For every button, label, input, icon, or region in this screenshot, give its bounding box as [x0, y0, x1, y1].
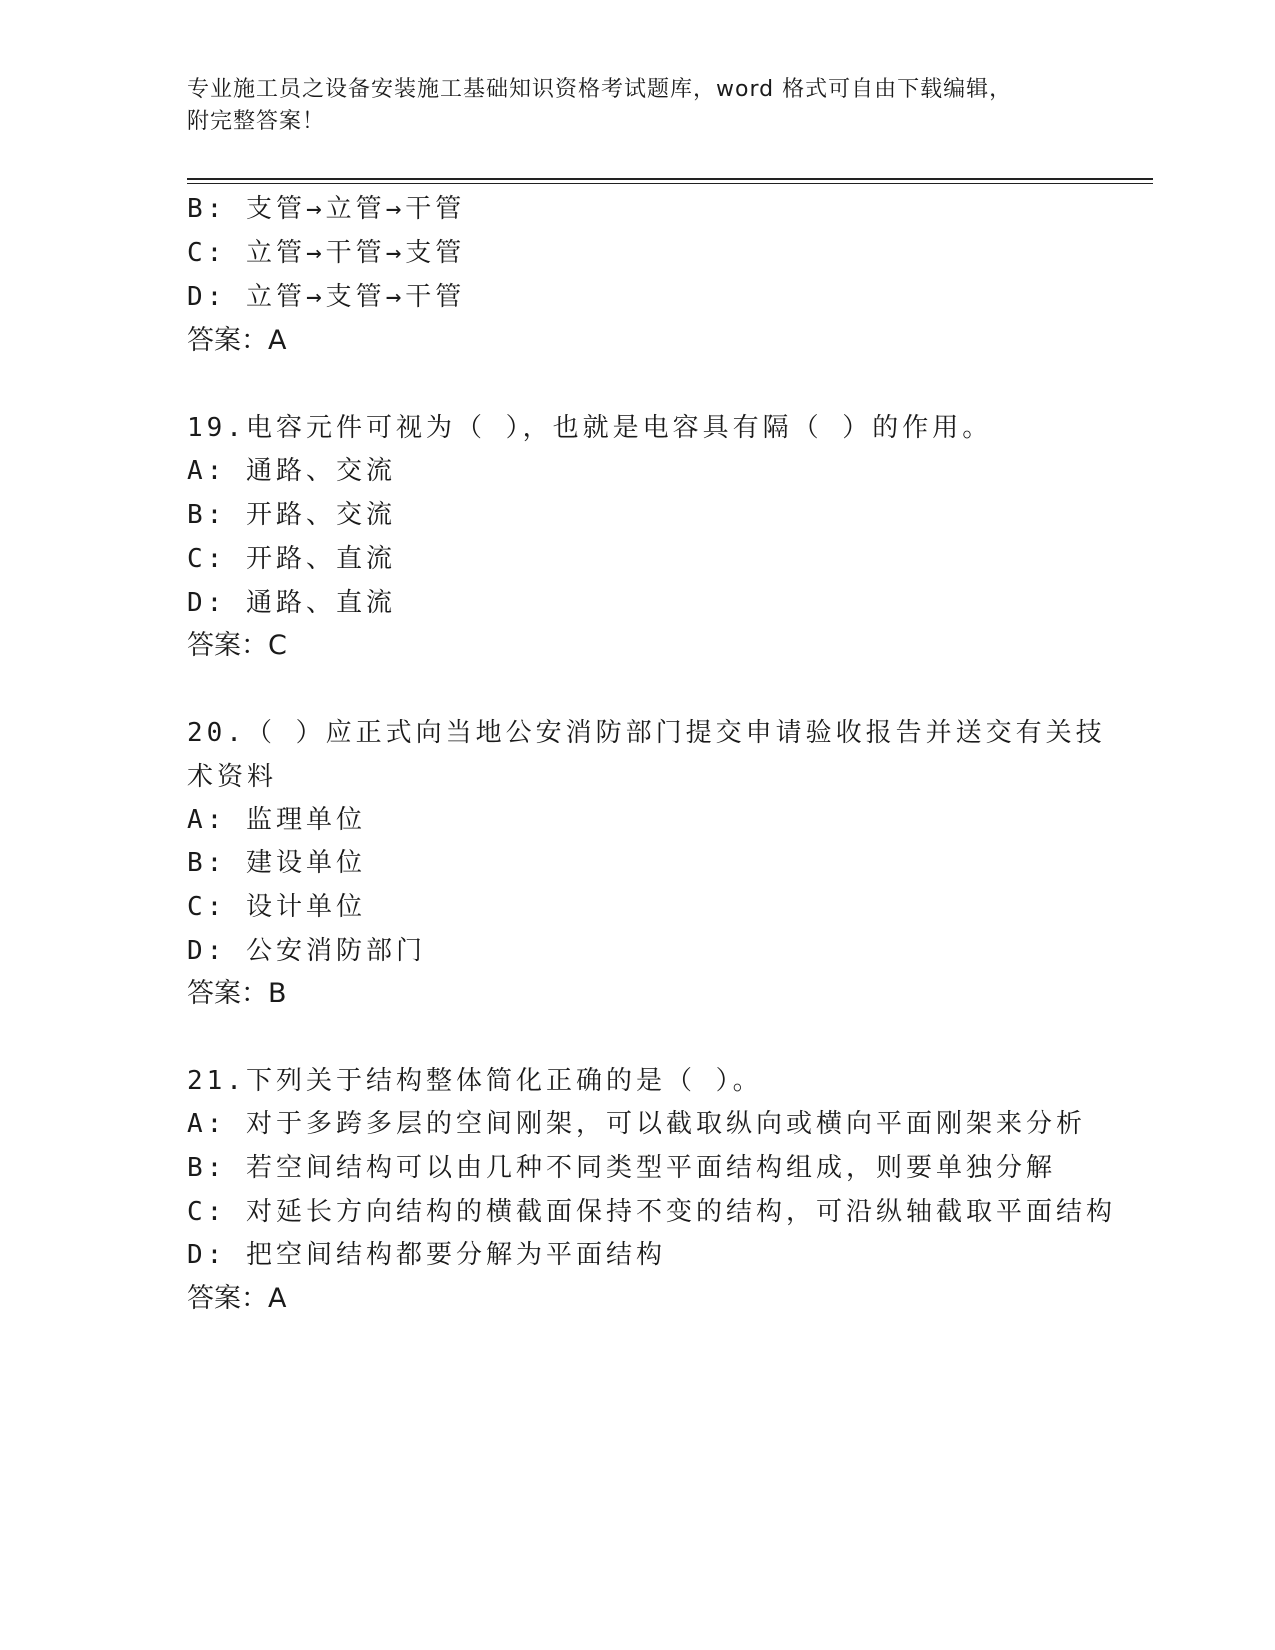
q19-option-d: D: 通路、直流: [187, 588, 396, 618]
q20-answer: 答案：B: [187, 978, 287, 1009]
q19-option-a: A: 通路、交流: [187, 456, 396, 486]
q21-option-b: B: 若空间结构可以由几种不同类型平面结构组成，则要单独分解: [187, 1153, 1056, 1183]
q20-option-c: C: 设计单位: [187, 892, 366, 922]
q18-option-c: C: 立管→干管→支管: [187, 238, 466, 268]
q18-answer: 答案：A: [187, 325, 287, 356]
q18-option-b: B: 支管→立管→干管: [187, 194, 466, 224]
q20-option-d: D: 公安消防部门: [187, 936, 426, 966]
q21-question: 21.下列关于结构整体简化正确的是（ ）。: [187, 1066, 763, 1096]
header-line-2: 附完整答案！: [187, 109, 326, 134]
q20-question-line-2: 术资料: [187, 762, 278, 792]
q21-option-c: C: 对延长方向结构的横截面保持不变的结构，可沿纵轴截取平面结构: [187, 1197, 1116, 1227]
q21-option-a: A: 对于多跨多层的空间刚架，可以截取纵向或横向平面刚架来分析: [187, 1109, 1086, 1139]
q18-option-d: D: 立管→支管→干管: [187, 282, 466, 312]
header-divider-thin: [187, 183, 1153, 184]
q19-option-b: B: 开路、交流: [187, 500, 396, 530]
q19-answer: 答案：C: [187, 630, 287, 661]
q21-option-d: D: 把空间结构都要分解为平面结构: [187, 1240, 666, 1270]
q19-question: 19.电容元件可视为（ ），也就是电容具有隔（ ）的作用。: [187, 413, 993, 443]
header-line-1: 专业施工员之设备安装施工基础知识资格考试题库，word 格式可自由下载编辑，: [187, 77, 1013, 102]
q20-option-b: B: 建设单位: [187, 848, 366, 878]
document-header: [187, 74, 1067, 138]
q20-option-a: A: 监理单位: [187, 805, 366, 835]
q21-answer: 答案：A: [187, 1283, 287, 1314]
header-divider-thick: [187, 178, 1153, 180]
q19-option-c: C: 开路、直流: [187, 544, 396, 574]
q20-question-line-1: 20.（ ）应正式向当地公安消防部门提交申请验收报告并送交有关技: [187, 718, 1106, 748]
